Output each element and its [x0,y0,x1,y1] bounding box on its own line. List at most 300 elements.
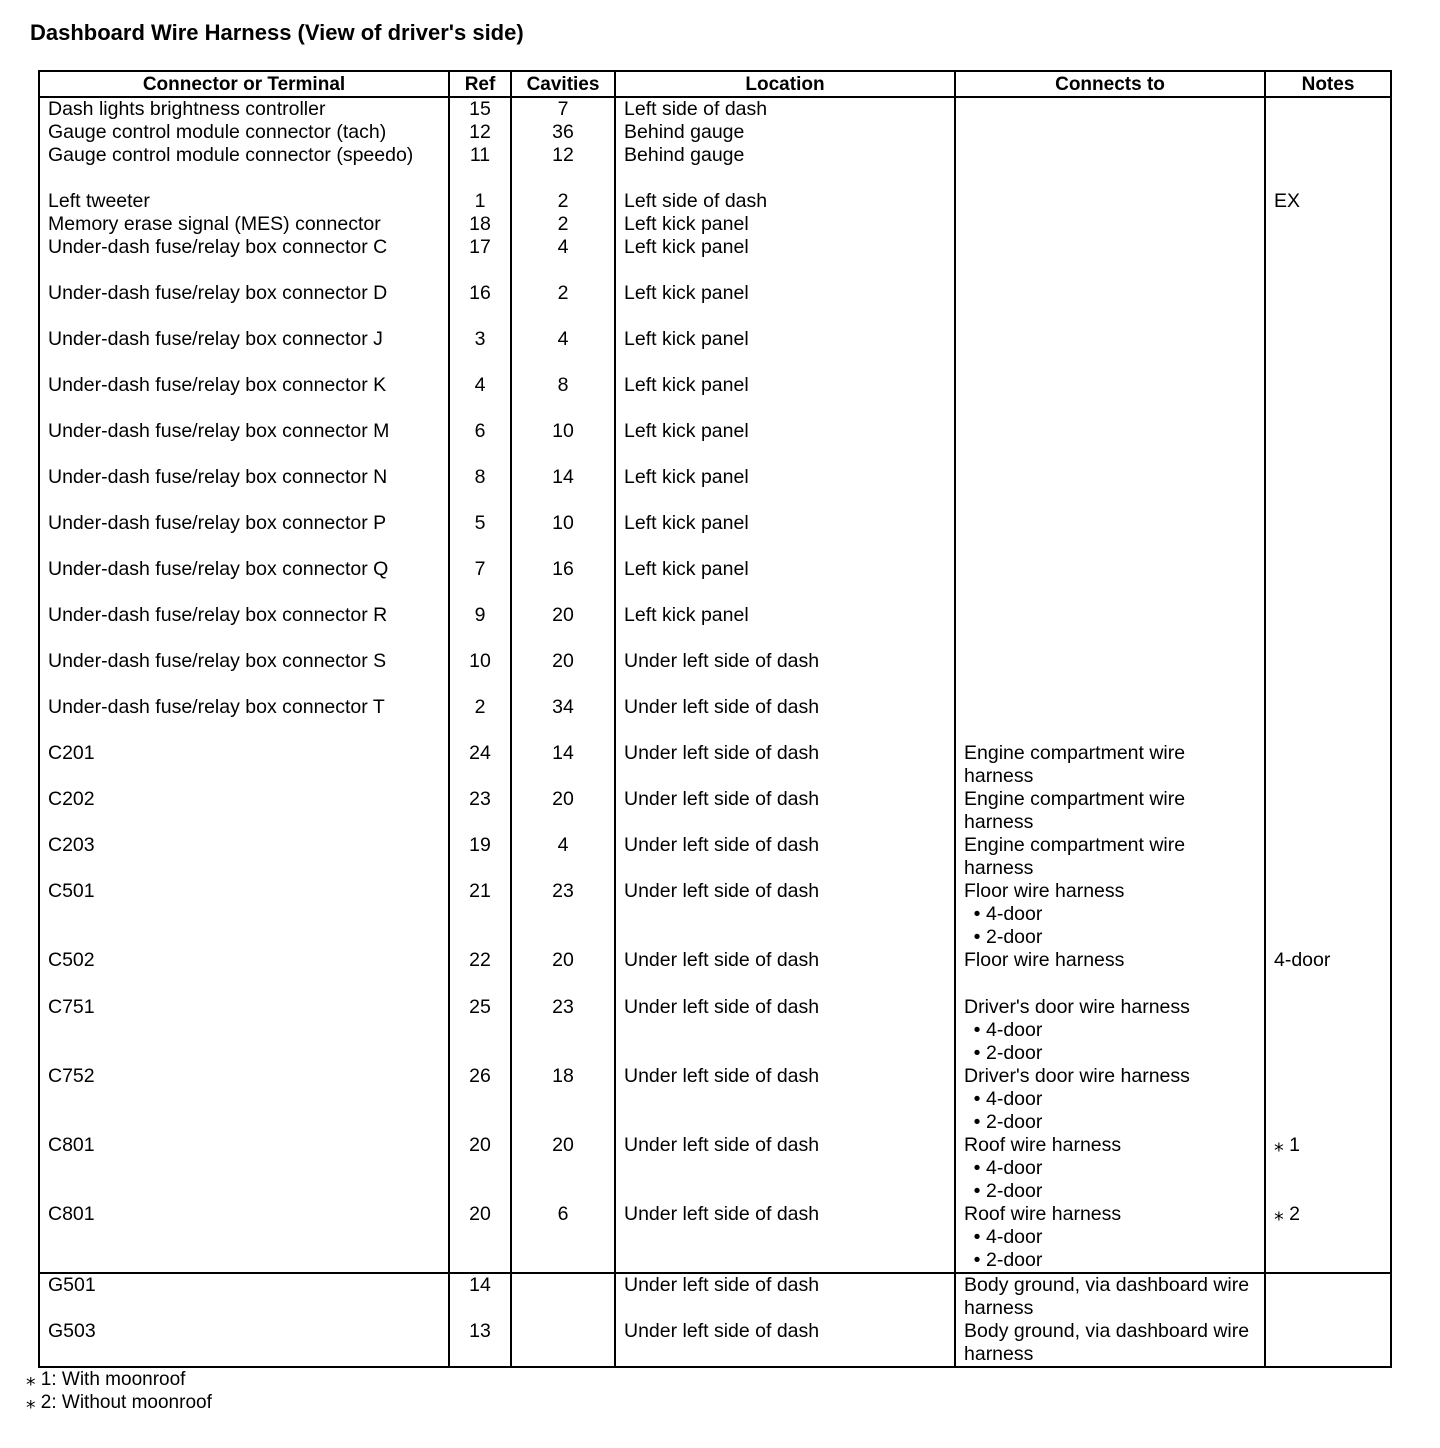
cell-ref-text: 2 [474,696,486,718]
cell-cavities [511,1320,615,1367]
cell-ref-text: 20 [469,1134,491,1156]
cell-connector-text: C751 [48,996,95,1018]
cell-ref-text: 6 [474,420,486,442]
table-row [39,121,1391,144]
cell-connector [39,144,449,190]
cell-connects-to [955,880,1265,949]
cell-notes [1265,650,1391,696]
cell-connector-text: Under-dash fuse/relay box connector R [48,604,388,626]
cell-location [615,144,955,190]
connects-to-subitem: • 2-door [964,926,1258,949]
cell-ref [449,328,511,374]
cell-notes [1265,328,1391,374]
cell-notes [1265,996,1391,1065]
connects-to-subitem: • 4-door [964,1019,1258,1042]
cell-ref [449,97,511,121]
cell-location [615,97,955,121]
cell-connector-text: Under-dash fuse/relay box connector K [48,374,387,396]
cell-location-text: Under left side of dash [624,696,820,718]
cell-cavities [511,466,615,512]
cell-connects-to-text: Floor wire harness [964,880,1125,902]
cell-ref [449,834,511,880]
cell-notes [1265,97,1391,121]
cell-connector-text: C203 [48,834,95,856]
cell-connects-to [955,282,1265,328]
cell-connector [39,650,449,696]
cell-cavities-text: 14 [552,466,574,488]
cell-ref-text: 8 [474,466,486,488]
cell-connects-to [955,121,1265,144]
cell-connects-to [955,996,1265,1065]
cell-connector-text: Dash lights brightness controller [48,98,326,120]
cell-location [615,190,955,213]
table-row [39,1320,1391,1367]
cell-ref-text: 11 [469,144,491,166]
cell-ref [449,1203,511,1273]
connects-to-subitem: • 4-door [964,1157,1258,1180]
cell-notes [1265,236,1391,282]
cell-ref-text: 19 [469,834,491,856]
cell-connects-to-text: Body ground, via dashboard wire harness [964,1274,1250,1319]
cell-cavities [511,374,615,420]
cell-cavities-text: 10 [552,420,574,442]
cell-connector-text: Under-dash fuse/relay box connector J [48,328,383,350]
table-row [39,650,1391,696]
cell-cavities-text: 23 [552,880,574,902]
connects-to-subitem: • 4-door [964,1226,1258,1249]
cell-location-text: Left kick panel [624,420,749,442]
cell-location-text: Under left side of dash [624,788,820,810]
cell-location-text: Left kick panel [624,282,749,304]
cell-notes [1265,121,1391,144]
cell-cavities-text: 6 [557,1203,569,1225]
cell-location-text: Under left side of dash [624,1065,820,1087]
cell-ref-text: 9 [474,604,486,626]
cell-connects-to [955,1203,1265,1273]
cell-connects-to-text: Driver's door wire harness [964,996,1190,1018]
cell-ref [449,650,511,696]
cell-connector-text: Under-dash fuse/relay box connector S [48,650,387,672]
cell-cavities-text: 36 [552,121,574,143]
column-header-connector: Connector or Terminal [39,71,449,97]
cell-cavities-text: 12 [552,144,574,166]
cell-connector-text: C202 [48,788,95,810]
cell-cavities-text: 4 [557,236,569,258]
cell-notes-text: 4-door [1274,949,1331,971]
cell-notes [1265,466,1391,512]
cell-cavities [511,742,615,788]
cell-connector [39,282,449,328]
cell-connector-text: Gauge control module connector (tach) [48,121,387,143]
cell-connects-to-text: Floor wire harness [964,949,1125,971]
cell-connector-text: C801 [48,1203,95,1225]
cell-notes-text: ⁎ 1 [1274,1134,1301,1156]
cell-location [615,1134,955,1203]
cell-cavities [511,144,615,190]
connects-to-subitem: • 2-door [964,1180,1258,1203]
cell-notes [1265,604,1391,650]
cell-connector-text: Under-dash fuse/relay box connector M [48,420,390,442]
cell-connector-text: Gauge control module connector (speedo) [48,144,414,166]
cell-ref [449,558,511,604]
cell-connector-text: C501 [48,880,95,902]
cell-connects-to-text: Roof wire harness [964,1134,1122,1156]
cell-cavities [511,880,615,949]
cell-ref-text: 7 [474,558,486,580]
cell-cavities-text: 2 [557,213,569,235]
table-row [39,788,1391,834]
cell-ref-text: 26 [469,1065,491,1087]
table-row [39,213,1391,236]
cell-cavities-text: 16 [552,558,574,580]
cell-ref [449,1065,511,1134]
column-header-cavities: Cavities [511,71,615,97]
cell-location-text: Behind gauge [624,144,745,166]
cell-location-text: Under left side of dash [624,1320,820,1342]
cell-notes-text: ⁎ 2 [1274,1203,1301,1225]
cell-ref [449,996,511,1065]
cell-cavities-text: 20 [552,788,574,810]
cell-ref-text: 12 [469,121,491,143]
cell-ref-text: 3 [474,328,486,350]
connects-to-subitem: • 4-door [964,1088,1258,1111]
cell-cavities [511,996,615,1065]
cell-ref [449,1320,511,1367]
cell-connector [39,328,449,374]
cell-location-text: Left kick panel [624,213,749,235]
connects-to-subitem: • 2-door [964,1042,1258,1065]
cell-notes [1265,1273,1391,1320]
cell-connector-text: G501 [48,1274,96,1296]
cell-ref [449,1273,511,1320]
cell-connector [39,97,449,121]
cell-cavities [511,236,615,282]
table-row [39,949,1391,996]
table-row [39,328,1391,374]
cell-connector [39,558,449,604]
cell-location-text: Left kick panel [624,604,749,626]
table-row [39,696,1391,742]
table-row [39,880,1391,949]
cell-connector [39,949,449,996]
cell-cavities-text: 18 [552,1065,574,1087]
cell-connects-to [955,374,1265,420]
cell-location [615,328,955,374]
cell-ref [449,742,511,788]
footnotes [26,1368,212,1414]
table-row [39,1065,1391,1134]
cell-location [615,1203,955,1273]
cell-notes-text: EX [1274,190,1301,212]
cell-location-text: Left kick panel [624,512,749,534]
cell-location [615,650,955,696]
header-row [39,71,1391,97]
cell-connector [39,236,449,282]
cell-location [615,696,955,742]
cell-notes [1265,420,1391,466]
cell-cavities-text: 2 [557,282,569,304]
cell-location [615,558,955,604]
cell-connects-to-text: Roof wire harness [964,1203,1122,1225]
cell-connects-to [955,788,1265,834]
cell-notes [1265,742,1391,788]
cell-connects-to [955,696,1265,742]
cell-location-text: Under left side of dash [624,996,820,1018]
cell-location-text: Under left side of dash [624,1274,820,1296]
table-row [39,190,1391,213]
cell-location-text: Under left side of dash [624,650,820,672]
cell-connector [39,834,449,880]
cell-location [615,1273,955,1320]
cell-connector [39,1273,449,1320]
cell-notes [1265,213,1391,236]
cell-cavities [511,1134,615,1203]
cell-cavities [511,97,615,121]
table-row [39,374,1391,420]
cell-connects-to [955,1320,1265,1367]
column-header-connects-to: Connects to [955,71,1265,97]
table-row [39,558,1391,604]
cell-notes [1265,1203,1391,1273]
table-row [39,1134,1391,1203]
cell-ref [449,949,511,996]
cell-ref [449,420,511,466]
cell-connector-text: Under-dash fuse/relay box connector P [48,512,387,534]
cell-connector [39,696,449,742]
cell-ref-text: 16 [469,282,491,304]
cell-ref [449,880,511,949]
cell-connector-text: Under-dash fuse/relay box connector D [48,282,388,304]
cell-cavities [511,650,615,696]
cell-cavities [511,121,615,144]
cell-connects-to [955,328,1265,374]
table-row [39,282,1391,328]
cell-connects-to [955,420,1265,466]
cell-notes [1265,880,1391,949]
cell-location-text: Under left side of dash [624,949,820,971]
cell-connector-text: C201 [48,742,95,764]
cell-location [615,374,955,420]
table-row [39,420,1391,466]
cell-location-text: Left kick panel [624,374,749,396]
cell-ref [449,788,511,834]
cell-location [615,1065,955,1134]
table-row [39,512,1391,558]
column-header-ref: Ref [449,71,511,97]
cell-connector [39,604,449,650]
cell-cavities [511,213,615,236]
cell-connects-to [955,834,1265,880]
cell-ref-text: 5 [474,512,486,534]
cell-notes [1265,374,1391,420]
cell-ref [449,121,511,144]
cell-location [615,512,955,558]
cell-ref [449,1134,511,1203]
cell-connects-to [955,558,1265,604]
cell-location [615,834,955,880]
cell-cavities [511,1273,615,1320]
cell-connects-to-text: Engine compartment wire harness [964,788,1186,833]
cell-connector-text: Under-dash fuse/relay box connector C [48,236,388,258]
cell-connector-text: Under-dash fuse/relay box connector Q [48,558,389,580]
cell-ref [449,604,511,650]
cell-connector-text: C502 [48,949,95,971]
cell-ref-text: 15 [469,98,491,120]
cell-connector-text: G503 [48,1320,96,1342]
cell-connector-text: Under-dash fuse/relay box connector T [48,696,385,718]
cell-cavities [511,949,615,996]
cell-notes [1265,558,1391,604]
cell-connector-text: Left tweeter [48,190,150,212]
cell-connector [39,466,449,512]
cell-cavities-text: 20 [552,1134,574,1156]
cell-cavities [511,696,615,742]
cell-ref-text: 23 [469,788,491,810]
cell-connects-to [955,144,1265,190]
cell-location [615,121,955,144]
cell-connects-to-text: Driver's door wire harness [964,1065,1190,1087]
cell-notes [1265,512,1391,558]
cell-connector [39,788,449,834]
cell-location [615,949,955,996]
cell-notes [1265,1065,1391,1134]
column-header-notes: Notes [1265,71,1391,97]
cell-connector [39,996,449,1065]
cell-ref [449,466,511,512]
cell-cavities-text: 20 [552,650,574,672]
cell-connects-to [955,1134,1265,1203]
cell-ref-text: 21 [469,880,491,902]
cell-location-text: Left side of dash [624,98,768,120]
cell-ref [449,144,511,190]
table-body [39,97,1391,1367]
cell-cavities [511,282,615,328]
cell-ref-text: 10 [469,650,491,672]
connects-to-subitem: • 2-door [964,1111,1258,1134]
cell-cavities-text: 23 [552,996,574,1018]
cell-ref-text: 4 [474,374,486,396]
cell-connector [39,1065,449,1134]
cell-location-text: Left kick panel [624,328,749,350]
cell-cavities-text: 8 [557,374,569,396]
cell-location-text: Left kick panel [624,236,749,258]
cell-ref-text: 22 [469,949,491,971]
cell-location [615,213,955,236]
cell-location-text: Left kick panel [624,466,749,488]
cell-connects-to-text: Engine compartment wire harness [964,834,1186,879]
cell-notes [1265,949,1391,996]
cell-notes [1265,834,1391,880]
cell-connects-to [955,512,1265,558]
cell-connects-to [955,466,1265,512]
cell-connects-to-text: Body ground, via dashboard wire harness [964,1320,1250,1365]
cell-ref-text: 18 [469,213,491,235]
cell-cavities [511,512,615,558]
cell-cavities [511,834,615,880]
harness-table [38,70,1392,1368]
cell-notes [1265,788,1391,834]
cell-location-text: Under left side of dash [624,742,820,764]
cell-cavities-text: 2 [557,190,569,212]
cell-location-text: Left kick panel [624,558,749,580]
cell-connects-to-text: Engine compartment wire harness [964,742,1186,787]
cell-location [615,282,955,328]
cell-location [615,996,955,1065]
cell-connects-to [955,97,1265,121]
cell-connects-to [955,604,1265,650]
cell-cavities [511,420,615,466]
table-row [39,604,1391,650]
cell-location-text: Under left side of dash [624,1134,820,1156]
connects-to-subitem: • 4-door [964,903,1258,926]
table-row [39,1273,1391,1320]
page-title: Dashboard Wire Harness (View of driver's side) [30,20,524,45]
footnote-1: ⁎ 1: With moonroof [26,1369,186,1390]
table-row [39,742,1391,788]
cell-location [615,880,955,949]
cell-location [615,1320,955,1367]
cell-cavities [511,190,615,213]
cell-ref [449,213,511,236]
cell-notes [1265,696,1391,742]
cell-ref-text: 14 [469,1274,491,1296]
cell-location-text: Left side of dash [624,190,768,212]
cell-connects-to [955,1273,1265,1320]
cell-connector [39,880,449,949]
cell-connector [39,1203,449,1273]
cell-ref-text: 1 [474,190,486,212]
cell-connects-to [955,650,1265,696]
cell-ref [449,512,511,558]
cell-connector [39,512,449,558]
table-row [39,144,1391,190]
cell-connector-text: C801 [48,1134,95,1156]
cell-ref [449,696,511,742]
cell-cavities-text: 14 [552,742,574,764]
cell-cavities-text: 20 [552,949,574,971]
cell-location [615,742,955,788]
cell-location [615,236,955,282]
cell-connector [39,420,449,466]
cell-notes [1265,144,1391,190]
cell-cavities-text: 4 [557,328,569,350]
table-row [39,236,1391,282]
table-row [39,834,1391,880]
cell-ref [449,236,511,282]
cell-connector-text: Under-dash fuse/relay box connector N [48,466,388,488]
cell-location-text: Behind gauge [624,121,745,143]
cell-cavities-text: 7 [557,98,569,120]
cell-connector [39,1320,449,1367]
cell-location [615,466,955,512]
cell-cavities-text: 20 [552,604,574,626]
cell-cavities [511,328,615,374]
cell-connects-to [955,190,1265,213]
cell-connects-to [955,1065,1265,1134]
cell-connector [39,213,449,236]
cell-connector-text: Memory erase signal (MES) connector [48,213,381,235]
connects-to-subitem: • 2-door [964,1249,1258,1272]
cell-connector [39,190,449,213]
cell-location-text: Under left side of dash [624,834,820,856]
cell-notes [1265,1134,1391,1203]
footnote-2: ⁎ 2: Without moonroof [26,1392,212,1413]
cell-cavities [511,558,615,604]
cell-connector [39,121,449,144]
cell-ref-text: 17 [469,236,491,258]
cell-connects-to [955,742,1265,788]
table-row [39,996,1391,1065]
